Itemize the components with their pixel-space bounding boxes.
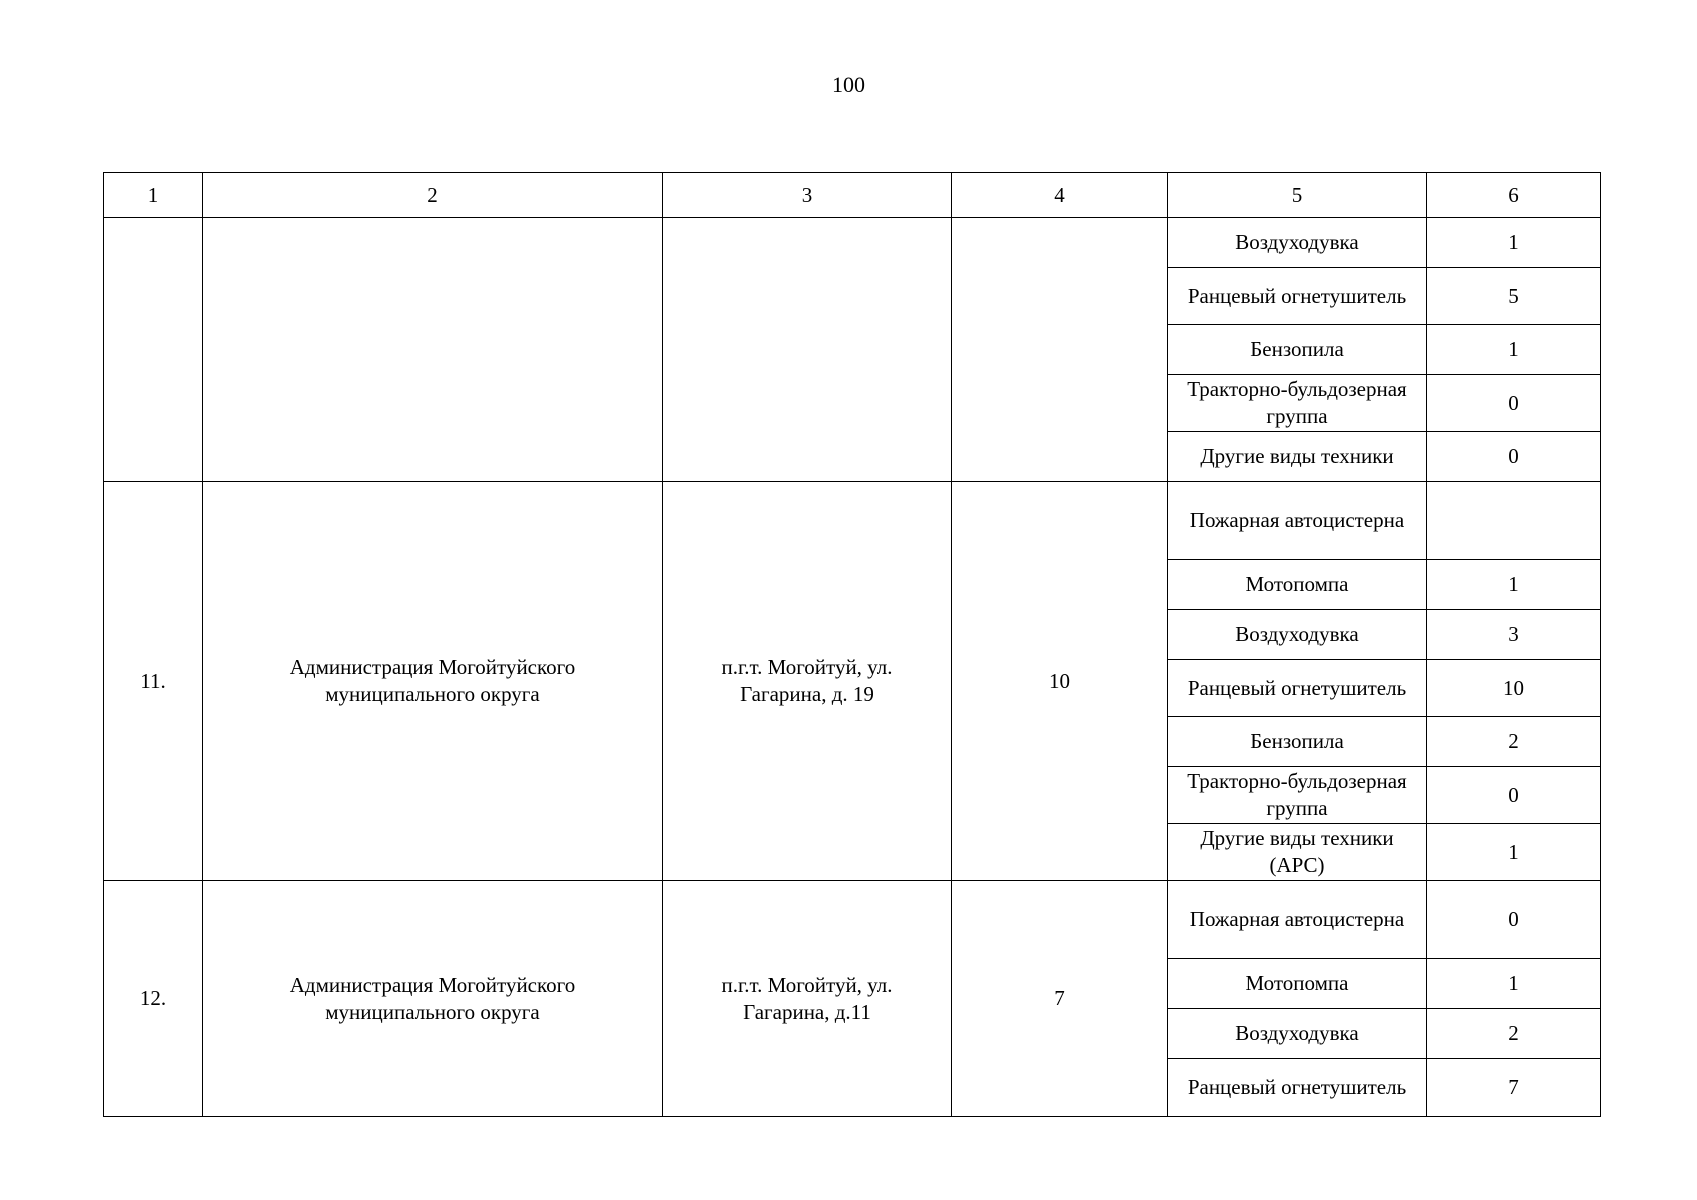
equipment-name-cell: Бензопила xyxy=(1168,717,1427,767)
header-cell: 2 xyxy=(203,173,663,218)
header-cell: 1 xyxy=(104,173,203,218)
equipment-name-cell: Пожарная автоцистерна xyxy=(1168,881,1427,959)
equipment-quantity-cell: 1 xyxy=(1427,560,1601,610)
page-number: 100 xyxy=(832,72,865,97)
equipment-quantity-cell: 10 xyxy=(1427,660,1601,717)
equipment-name-cell: Ранцевый огнетушитель xyxy=(1168,1059,1427,1117)
equipment-name-cell: Другие виды техники (АРС) xyxy=(1168,824,1427,881)
table-row xyxy=(104,218,1601,268)
equipment-quantity-cell: 7 xyxy=(1427,1059,1601,1117)
equipment-quantity-cell: 1 xyxy=(1427,325,1601,375)
equipment-quantity-cell xyxy=(1427,482,1601,560)
equipment-name-cell: Другие виды техники xyxy=(1168,432,1427,482)
header-row xyxy=(104,173,1601,218)
equipment-quantity-cell: 1 xyxy=(1427,218,1601,268)
header-cell: 6 xyxy=(1427,173,1601,218)
equipment-quantity-cell: 2 xyxy=(1427,1009,1601,1059)
equipment-name-cell: Мотопомпа xyxy=(1168,959,1427,1009)
equipment-name-cell: Тракторно-бульдозерная группа xyxy=(1168,375,1427,432)
header-cell: 4 xyxy=(952,173,1168,218)
count-cell xyxy=(952,218,1168,482)
equipment-quantity-cell: 0 xyxy=(1427,375,1601,432)
equipment-name-cell: Воздуходувка xyxy=(1168,218,1427,268)
equipment-quantity-cell: 0 xyxy=(1427,432,1601,482)
equipment-name-cell: Воздуходувка xyxy=(1168,1009,1427,1059)
equipment-quantity-cell: 5 xyxy=(1427,268,1601,325)
organization-cell xyxy=(203,218,663,482)
equipment-name-cell: Тракторно-бульдозерная группа xyxy=(1168,767,1427,824)
row-number-cell: 11. xyxy=(104,482,203,881)
table-row xyxy=(104,482,1601,560)
header-cell: 5 xyxy=(1168,173,1427,218)
address-cell xyxy=(663,218,952,482)
count-cell: 10 xyxy=(952,482,1168,881)
equipment-name-cell: Ранцевый огнетушитель xyxy=(1168,660,1427,717)
equipment-name-cell: Бензопила xyxy=(1168,325,1427,375)
organization-cell: Администрация Могойтуйского муниципального округа xyxy=(203,881,663,1117)
row-number-cell xyxy=(104,218,203,482)
address-cell: п.г.т. Могойтуй, ул. Гагарина, д. 19 xyxy=(663,482,952,881)
equipment-name-cell: Пожарная автоцистерна xyxy=(1168,482,1427,560)
equipment-name-cell: Воздуходувка xyxy=(1168,610,1427,660)
equipment-table xyxy=(103,172,1601,1117)
equipment-quantity-cell: 1 xyxy=(1427,959,1601,1009)
table-row xyxy=(104,881,1601,959)
address-cell: п.г.т. Могойтуй, ул. Гагарина, д.11 xyxy=(663,881,952,1117)
organization-cell: Администрация Могойтуйского муниципального округа xyxy=(203,482,663,881)
equipment-quantity-cell: 1 xyxy=(1427,824,1601,881)
row-number-cell: 12. xyxy=(104,881,203,1117)
equipment-name-cell: Ранцевый огнетушитель xyxy=(1168,268,1427,325)
equipment-quantity-cell: 0 xyxy=(1427,881,1601,959)
count-cell: 7 xyxy=(952,881,1168,1117)
equipment-quantity-cell: 3 xyxy=(1427,610,1601,660)
equipment-name-cell: Мотопомпа xyxy=(1168,560,1427,610)
equipment-quantity-cell: 2 xyxy=(1427,717,1601,767)
equipment-quantity-cell: 0 xyxy=(1427,767,1601,824)
header-cell: 3 xyxy=(663,173,952,218)
